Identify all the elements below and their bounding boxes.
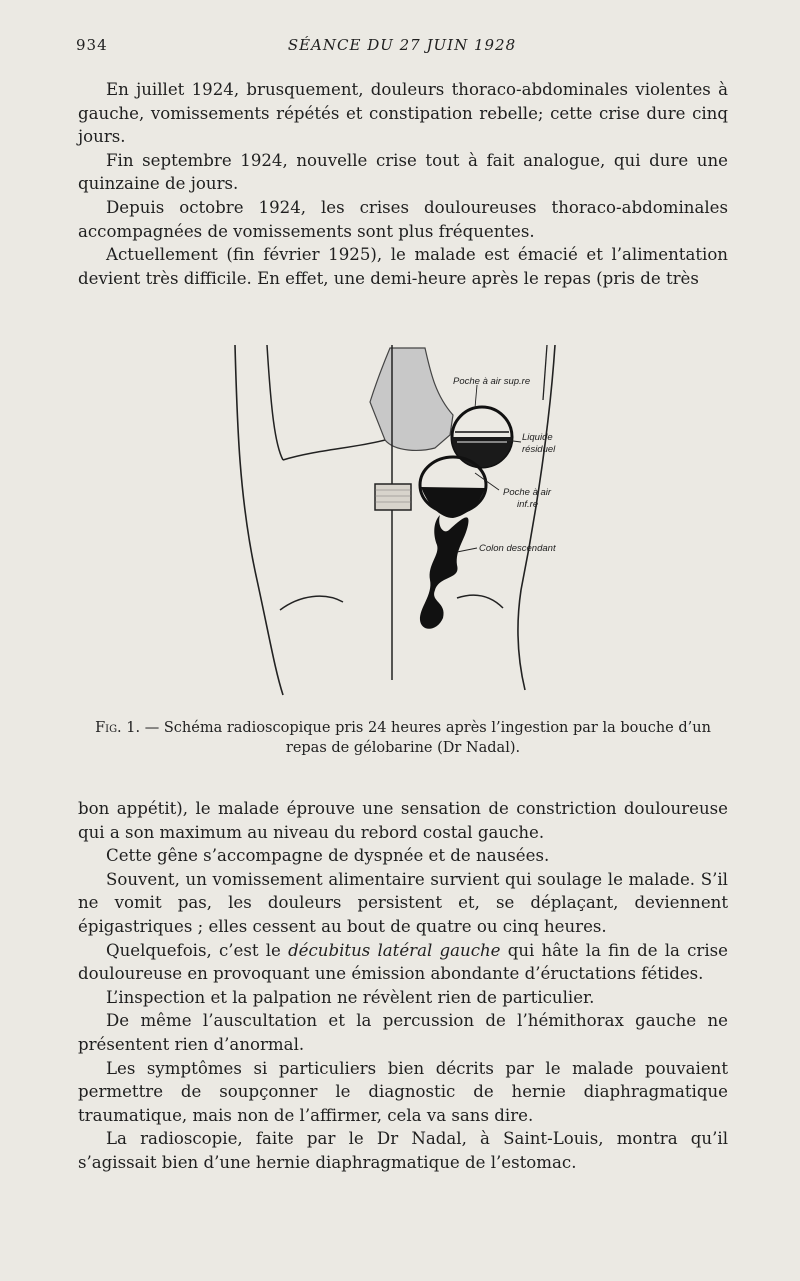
pelvic-curve-left <box>280 596 343 610</box>
shaded-area <box>370 348 453 450</box>
label-colon: Colon descendant <box>479 543 556 554</box>
body-outline-right <box>518 345 555 690</box>
paragraph-text: Quelquefois, c’est le <box>106 940 289 960</box>
paragraph-text: qui hâte la fin de la crise douloureuse en provoquant une émission abondante d’éructations fétides. <box>78 940 728 984</box>
figure-caption <box>78 718 728 758</box>
caption-figure-number: Fig. 1. <box>95 720 141 736</box>
text-block-bottom <box>78 797 728 1175</box>
label-poche-inf-2: inf.re <box>517 499 539 510</box>
page-header <box>76 36 728 58</box>
body-outline-left <box>235 345 283 695</box>
label-poche-inf: Poche à air <box>503 487 552 498</box>
leader-line <box>475 385 477 408</box>
paragraph: Actuellement (fin février 1925), le malade est émacié et l’alimentation devient très difficile. En effet, une demi-heure après le repas (pris de très <box>78 245 728 288</box>
label-liquide: Liquide <box>522 432 553 443</box>
paragraph: Cette gêne s’accompagne de dyspnée et de nausées. <box>106 846 550 866</box>
label-poche-sup: Poche à air sup.re <box>453 376 531 387</box>
radioscopic-diagram <box>225 340 585 700</box>
hatched-square <box>375 484 411 510</box>
descending-colon <box>420 515 469 629</box>
paragraph: La radioscopie, faite par le Dr Nadal, à Saint-Louis, montra qu’il s’agissait bien d’une hernie diaphragmatique de l’estomac. <box>78 1129 728 1172</box>
running-head: SÉANCE DU 27 JUIN 1928 <box>287 36 517 54</box>
paragraph: De même l’auscultation et la percussion de l’hémithorax gauche ne présentent rien d’anormal. <box>78 1011 728 1054</box>
caption-text: — Schéma radioscopique pris 24 heures après l’ingestion par la bouche d’un repas de gélobarine (Dr Nadal). <box>140 720 711 756</box>
paragraph <box>78 939 728 986</box>
diaphragm-left <box>283 440 385 460</box>
paragraph: En juillet 1924, brusquement, douleurs thoraco-abdominales violentes à gauche, vomissements répétés et constipation rebelle; cette crise dure cinq jours. <box>78 80 728 147</box>
paragraph: Fin septembre 1924, nouvelle crise tout à fait analogue, qui dure une quinzaine de jours. <box>78 150 728 194</box>
label-residuel: résiduel <box>522 444 556 455</box>
paragraph: bon appétit), le malade éprouve une sensation de constriction douloureuse qui a son maximum au niveau du rebord costal gauche. <box>78 799 728 842</box>
text-block-top <box>78 78 728 290</box>
pelvic-curve-right <box>457 595 503 608</box>
paragraph: Depuis octobre 1924, les crises douloureuses thoraco-abdominales accompagnées de vomissements sont plus fréquentes. <box>78 197 728 241</box>
right-inner-line <box>543 345 547 400</box>
italic-term: décubitus latéral gauche <box>288 940 501 960</box>
lower-stomach-contrast <box>421 487 485 518</box>
radioscopic-figure <box>225 340 585 700</box>
leader-line <box>457 548 477 552</box>
page-number: 934 <box>76 36 108 54</box>
paragraph: Les symptômes si particuliers bien décrits par le malade pouvaient permettre de soupçonner le diagnostic de hernie diaphragmatique traumatique, mais non de l’affirmer, cela va sans dire. <box>78 1058 728 1125</box>
paragraph: L’inspection et la palpation ne révèlent rien de particulier. <box>106 987 595 1007</box>
left-inner-line <box>267 345 283 460</box>
paragraph: Souvent, un vomissement alimentaire survient qui soulage le malade. S’il ne vomit pas, les douleurs persistent et, se déplaçant, deviennent épigastriques ; elles cessent au bout de quatre ou cinq heures. <box>78 869 728 936</box>
